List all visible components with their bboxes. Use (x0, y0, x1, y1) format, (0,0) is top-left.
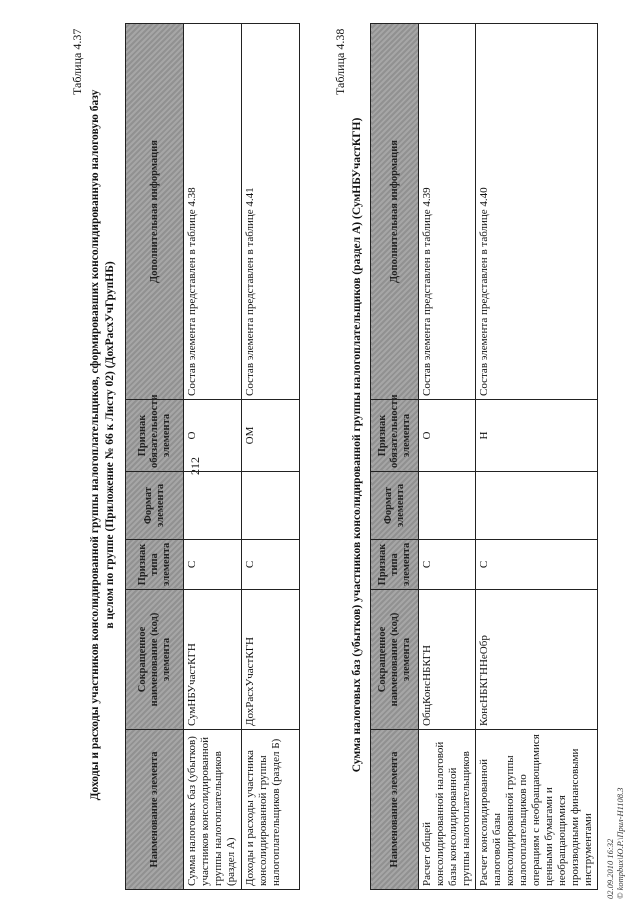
cell-short-code: СумНБУчастКГН (184, 590, 242, 730)
header-element-name: Наименование элемента (371, 730, 419, 890)
cell-format (184, 472, 242, 540)
cell-required: О (419, 400, 476, 472)
cell-required: ОМ (242, 400, 300, 472)
cell-type: С (184, 540, 242, 590)
table-row (476, 24, 598, 890)
table-4-37-title-line2: в целом по группе (Приложение № 66 к Листу 02) (ДохРасхУчГрупНБ) (104, 261, 116, 629)
header-required: Признак обязательности элемента (126, 400, 184, 472)
cell-element-name: Доходы и расходы участника консолидированной группы налогоплательщиков (раздел Б) (242, 730, 300, 890)
table-row (419, 24, 476, 890)
cell-type: С (242, 540, 300, 590)
footer-stamp-path: © kompbux\Ю.Р.\Прил-Н1108.3 (615, 787, 625, 899)
cell-short-code: ДохРасхУчастКГН (242, 590, 300, 730)
cell-required: О (184, 400, 242, 472)
table-header-row (126, 24, 184, 890)
footer-stamp (605, 788, 625, 899)
table-4-37-title (88, 55, 118, 835)
cell-additional-info: Состав элемента представлен в таблице 4.39 (419, 24, 476, 400)
cell-additional-info: Состав элемента представлен в таблице 4.41 (242, 24, 300, 400)
header-type: Признак типа элемента (126, 540, 184, 590)
cell-type: С (419, 540, 476, 590)
table-4-38-label: Таблица 4.38 (333, 28, 347, 95)
footer-stamp-date: 02.09.2010 16:32 (605, 838, 615, 899)
cell-format (242, 472, 300, 540)
table-row (242, 24, 300, 890)
cell-format (419, 472, 476, 540)
cell-required: Н (476, 400, 598, 472)
table-4-37-label: Таблица 4.37 (70, 28, 84, 95)
table-row (184, 24, 242, 890)
cell-additional-info: Состав элемента представлен в таблице 4.40 (476, 24, 598, 400)
header-type: Признак типа элемента (371, 540, 419, 590)
cell-format (476, 472, 598, 540)
header-short-code: Сокращенное наименование (код) элемента (371, 590, 419, 730)
table-4-37-title-line1: Доходы и расходы участников консолидированной группы налогоплательщиков, сформировавших консолидированную налоговую базу (89, 89, 101, 801)
header-element-name: Наименование элемента (126, 730, 184, 890)
cell-short-code: КонсНБКГННеОбр (476, 590, 598, 730)
table-header-row (371, 24, 419, 890)
header-required: Признак обязательности элемента (371, 400, 419, 472)
page-number: 212 (188, 457, 202, 475)
cell-element-name: Сумма налоговых баз (убытков) участников консолидированной группы налогоплательщиков (раздел А) (184, 730, 242, 890)
cell-short-code: ОбщКонсНБКГН (419, 590, 476, 730)
table-4-38 (370, 23, 598, 890)
cell-element-name: Расчет консолидированной налоговой базы консолидированной группы налогоплательщиков по операциям с необращающимися ценными бумагами и необращающимися производными финансовыми инструментами (476, 730, 598, 890)
header-short-code: Сокращенное наименование (код) элемента (126, 590, 184, 730)
table-4-38-title: Сумма налоговых баз (убытков) участников консолидированной группы налогоплательщиков (раздел А) (СумНБУчастКГН) (351, 117, 363, 773)
cell-type: С (476, 540, 598, 590)
table-4-37 (125, 23, 300, 890)
header-format: Формат элемента (371, 472, 419, 540)
header-additional-info: Дополнительная информация (371, 24, 419, 400)
header-additional-info: Дополнительная информация (126, 24, 184, 400)
header-format: Формат элемента (126, 472, 184, 540)
cell-element-name: Расчет общей консолидированной налоговой базы консолидированной группы налогоплательщиков (419, 730, 476, 890)
cell-additional-info: Состав элемента представлен в таблице 4.38 (184, 24, 242, 400)
